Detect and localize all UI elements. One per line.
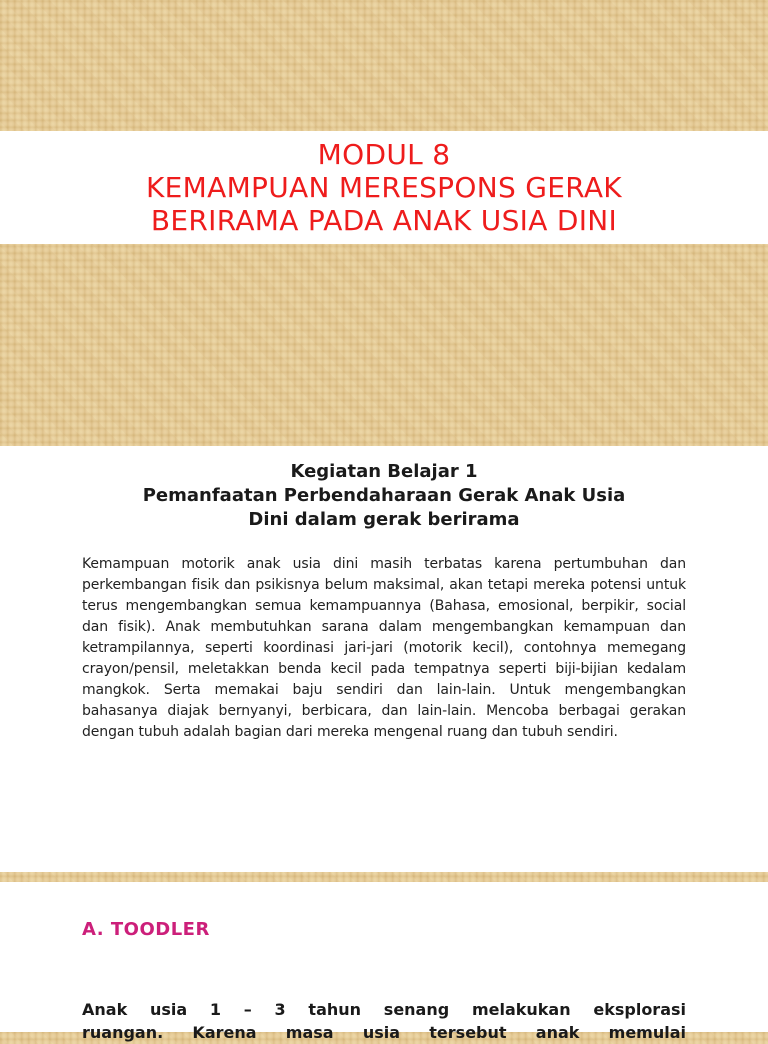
toodler-slide-band xyxy=(0,882,768,1042)
toodler-paragraph-line-1: Anak usia 1 – 3 tahun senang melakukan eksplorasi xyxy=(82,1000,686,1019)
module-subtitle-line-1: KEMAMPUAN MERESPONS GERAK xyxy=(146,171,622,204)
title-slide-band xyxy=(0,131,768,244)
lesson-slide-band xyxy=(0,446,768,872)
toodler-heading: A. TOODLER xyxy=(82,919,210,940)
lesson-heading-line-2: Pemanfaatan Perbendaharaan Gerak Anak Usia xyxy=(142,485,626,506)
lesson-body-paragraph: Kemampuan motorik anak usia dini masih terbatas karena pertumbuhan dan perkembangan fisik dan psikisnya belum maksimal, akan tetapi mereka potensi untuk terus mengembangkan semua kemampuannya (Bahasa, emosional, berpikir, social dan fisik). Anak membutuhkan sarana dalam mengembangkan kemampuan dan ketrampilannya, seperti koordinasi jari-jari (motorik kecil), contohnya memegang crayon/pensil, meletakkan benda kecil pada tempatnya seperti biji-bijian kedalam mangkok. Serta memakai baju sendiri dan lain-lain. Untuk mengembangkan bahasanya diajak bernyanyi, berbicara, dan lain-lain. Mencoba berbagai gerakan dengan tubuh adalah bagian dari mereka mengenal ruang dan tubuh sendiri. xyxy=(82,556,686,740)
module-subtitle-line-2: BERIRAMA PADA ANAK USIA DINI xyxy=(150,204,618,237)
module-title: MODUL 8 xyxy=(317,138,451,171)
lesson-heading-line-3: Dini dalam gerak berirama xyxy=(248,509,520,530)
toodler-paragraph xyxy=(82,998,686,1044)
lesson-heading-line-1: Kegiatan Belajar 1 xyxy=(290,461,478,482)
toodler-paragraph-line-2: ruangan. Karena masa usia tersebut anak memulai xyxy=(82,1023,686,1042)
